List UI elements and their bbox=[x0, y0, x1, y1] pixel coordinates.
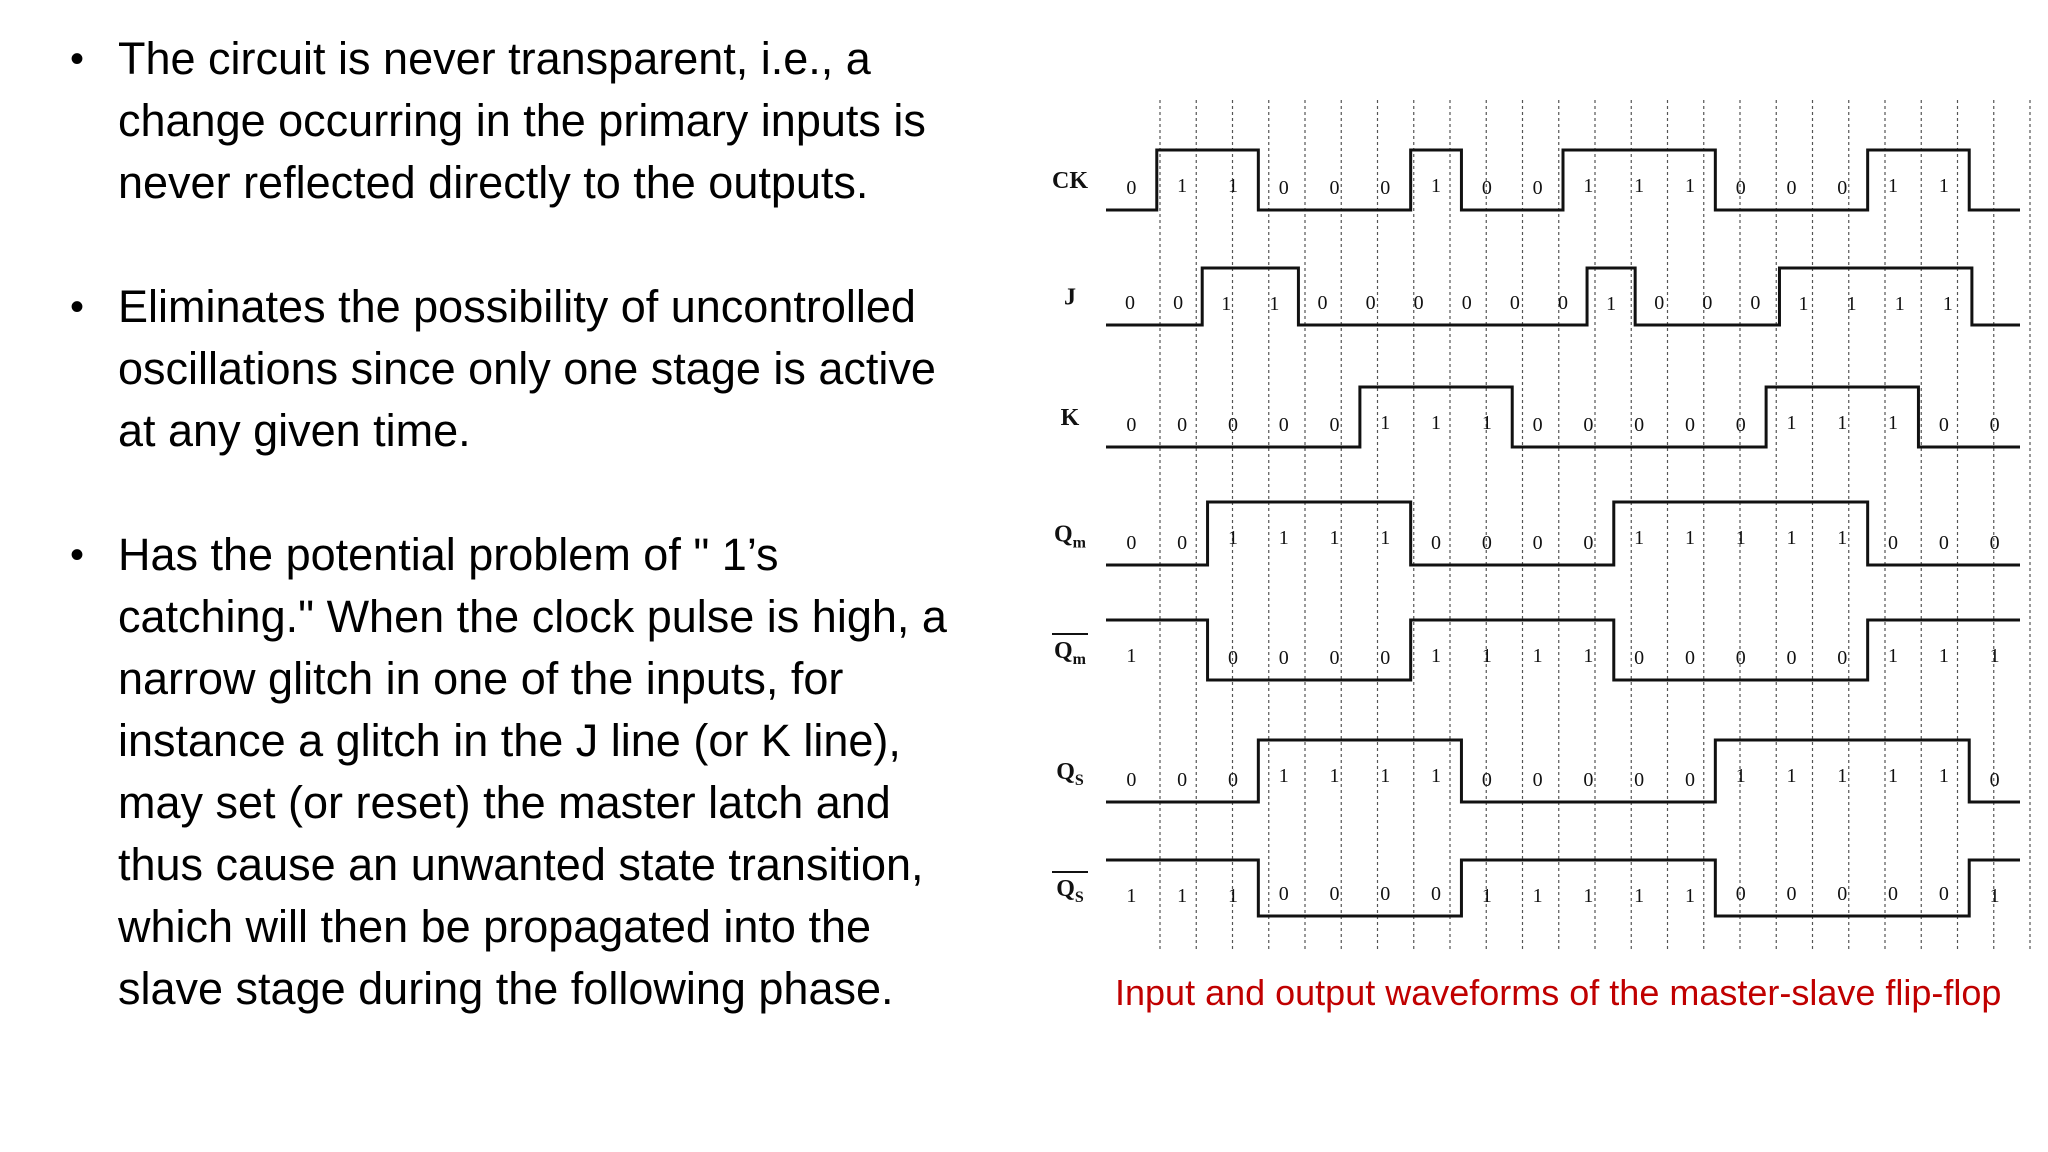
state-value-label: 0 bbox=[1938, 883, 1949, 905]
state-value-label: 0 bbox=[1654, 292, 1665, 314]
state-value-label: 0 bbox=[1938, 414, 1949, 436]
state-value-label: 0 bbox=[1989, 532, 2000, 554]
state-value-label: 0 bbox=[1634, 414, 1645, 436]
waveform-trace bbox=[1106, 387, 2020, 447]
state-value-label: 1 bbox=[1380, 412, 1391, 434]
state-value-label: 1 bbox=[1177, 175, 1188, 197]
state-value-label: 1 bbox=[1227, 175, 1238, 197]
state-value-label: 0 bbox=[1278, 883, 1289, 905]
state-value-label: 1 bbox=[1227, 885, 1238, 907]
state-value-label: 1 bbox=[1798, 293, 1809, 315]
state-value-label: 0 bbox=[1126, 769, 1137, 791]
state-value-label: 0 bbox=[1702, 292, 1713, 314]
state-value-label: 1 bbox=[1126, 885, 1137, 907]
state-value-label: 1 bbox=[1894, 293, 1905, 315]
bullet-text: Has the potential problem of " 1’s catching." When the clock pulse is high, a narrow glitch in one of the inputs, for instance a glitch in the J line (or K line), may set (or reset) the master latch and thus cause an unwanted state transition, which will then be propagated into the slave stage during the following phase. bbox=[118, 529, 947, 1014]
state-value-label: 1 bbox=[1888, 412, 1899, 434]
state-value-label: 1 bbox=[1431, 645, 1442, 667]
bullet-item bbox=[60, 524, 960, 1020]
state-value-label: 0 bbox=[1329, 647, 1340, 669]
waveform-trace bbox=[1106, 620, 2020, 680]
bullet-dot-icon: • bbox=[70, 37, 85, 81]
state-value-label: 1 bbox=[1583, 885, 1594, 907]
diagram-caption: Input and output waveforms of the master-slave flip-flop bbox=[1115, 972, 2002, 1013]
state-value-label: 1 bbox=[1942, 293, 1953, 315]
state-value-label: 0 bbox=[1126, 414, 1137, 436]
state-value-label: 0 bbox=[1380, 177, 1391, 199]
state-value-label: 0 bbox=[1278, 647, 1289, 669]
bullet-item bbox=[60, 28, 960, 214]
state-value-label: 0 bbox=[1735, 414, 1746, 436]
state-value-label: 1 bbox=[1380, 527, 1391, 549]
state-value-label: 0 bbox=[1227, 414, 1238, 436]
state-value-label: 1 bbox=[1888, 175, 1899, 197]
state-value-label: 0 bbox=[1126, 177, 1137, 199]
state-value-label: 0 bbox=[1481, 177, 1492, 199]
bullet-dot-icon: • bbox=[70, 533, 85, 577]
state-value-label: 1 bbox=[1846, 293, 1857, 315]
state-value-label: 0 bbox=[1684, 769, 1695, 791]
state-value-label: 1 bbox=[1938, 645, 1949, 667]
state-value-label: 1 bbox=[1684, 885, 1695, 907]
state-value-label: 0 bbox=[1227, 647, 1238, 669]
state-value-label: 0 bbox=[1684, 414, 1695, 436]
state-value-label: 0 bbox=[1532, 414, 1543, 436]
state-value-label: 1 bbox=[1431, 765, 1442, 787]
bullet-list bbox=[60, 28, 960, 1082]
signal-name-label: K bbox=[1060, 405, 1080, 431]
state-value-label: 0 bbox=[1634, 647, 1645, 669]
state-value-label: 0 bbox=[1317, 292, 1328, 314]
signal-name-label: J bbox=[1064, 284, 1076, 311]
state-value-label: 1 bbox=[1634, 527, 1645, 549]
waveform-trace bbox=[1106, 860, 2020, 916]
state-value-label: 1 bbox=[1786, 765, 1797, 787]
bullet-dot-icon: • bbox=[70, 285, 85, 329]
state-value-label: 1 bbox=[1532, 645, 1543, 667]
state-value-label: 0 bbox=[1177, 769, 1188, 791]
state-value-label: 0 bbox=[1837, 883, 1848, 905]
state-value-label: 1 bbox=[1837, 765, 1848, 787]
state-value-label: 0 bbox=[1532, 177, 1543, 199]
state-value-label: 0 bbox=[1786, 647, 1797, 669]
state-value-label: 1 bbox=[1989, 645, 2000, 667]
state-value-label: 1 bbox=[1227, 527, 1238, 549]
state-value-label: 1 bbox=[1938, 175, 1949, 197]
waveform-trace bbox=[1106, 740, 2020, 802]
state-value-label: 0 bbox=[1380, 883, 1391, 905]
state-value-label: 1 bbox=[1989, 885, 2000, 907]
state-value-label: 0 bbox=[1431, 883, 1442, 905]
state-value-label: 1 bbox=[1380, 765, 1391, 787]
signal-name-label: $Q_m$ bbox=[1054, 521, 1086, 552]
state-value-label: 0 bbox=[1481, 769, 1492, 791]
state-value-label: 0 bbox=[1177, 414, 1188, 436]
state-value-label: 1 bbox=[1532, 885, 1543, 907]
signal-name-label: $Q_m$ bbox=[1054, 638, 1086, 668]
state-value-label: 0 bbox=[1583, 769, 1594, 791]
state-value-label: 0 bbox=[1938, 532, 1949, 554]
state-value-label: 1 bbox=[1329, 765, 1340, 787]
state-value-label: 1 bbox=[1684, 175, 1695, 197]
state-value-label: 0 bbox=[1989, 414, 2000, 436]
bullet-text: Eliminates the possibility of uncontrolled oscillations since only one stage is active at any given time. bbox=[118, 281, 936, 456]
state-value-label: 1 bbox=[1634, 175, 1645, 197]
state-value-label: 0 bbox=[1461, 292, 1472, 314]
state-value-label: 0 bbox=[1126, 532, 1137, 554]
state-value-label: 1 bbox=[1888, 645, 1899, 667]
state-value-label: 1 bbox=[1481, 645, 1492, 667]
state-value-label: 0 bbox=[1888, 532, 1899, 554]
state-value-label: 0 bbox=[1786, 177, 1797, 199]
waveform-trace bbox=[1106, 502, 2020, 565]
state-value-label: 0 bbox=[1888, 883, 1899, 905]
state-value-label: 1 bbox=[1837, 412, 1848, 434]
state-value-label: 1 bbox=[1888, 765, 1899, 787]
state-value-label: 0 bbox=[1365, 292, 1376, 314]
state-value-label: 0 bbox=[1837, 647, 1848, 669]
state-value-label: 0 bbox=[1329, 414, 1340, 436]
state-value-label: 1 bbox=[1269, 293, 1280, 315]
state-value-label: 1 bbox=[1481, 412, 1492, 434]
state-value-label: 0 bbox=[1532, 769, 1543, 791]
state-value-label: 1 bbox=[1735, 765, 1746, 787]
state-value-label: 0 bbox=[1786, 883, 1797, 905]
state-value-label: 1 bbox=[1606, 293, 1617, 315]
state-value-label: 1 bbox=[1684, 527, 1695, 549]
state-value-label: 0 bbox=[1329, 177, 1340, 199]
state-value-label: 0 bbox=[1583, 532, 1594, 554]
state-value-label: 0 bbox=[1329, 883, 1340, 905]
state-value-label: 0 bbox=[1750, 292, 1761, 314]
state-value-label: 0 bbox=[1634, 769, 1645, 791]
state-value-label: 0 bbox=[1173, 292, 1184, 314]
state-value-label: 0 bbox=[1177, 532, 1188, 554]
state-value-label: 0 bbox=[1684, 647, 1695, 669]
state-value-label: 1 bbox=[1786, 527, 1797, 549]
signal-name-label: CK bbox=[1052, 168, 1088, 194]
state-value-label: 0 bbox=[1413, 292, 1424, 314]
state-value-label: 0 bbox=[1532, 532, 1543, 554]
state-value-label: 0 bbox=[1278, 177, 1289, 199]
state-value-label: 1 bbox=[1735, 527, 1746, 549]
state-value-label: 0 bbox=[1278, 414, 1289, 436]
state-value-label: 0 bbox=[1481, 532, 1492, 554]
state-value-label: 0 bbox=[1989, 769, 2000, 791]
state-value-label: 1 bbox=[1431, 175, 1442, 197]
state-value-label: 1 bbox=[1583, 645, 1594, 667]
bullet-text: The circuit is never transparent, i.e., a change occurring in the primary inputs is never reflected directly to the outputs. bbox=[118, 33, 926, 208]
state-value-label: 0 bbox=[1558, 292, 1568, 314]
state-value-label: 0 bbox=[1735, 647, 1746, 669]
signal-name-label: $Q_S$ bbox=[1056, 759, 1084, 789]
state-value-label: 0 bbox=[1735, 177, 1746, 199]
bullet-item bbox=[60, 276, 960, 462]
state-value-label: 1 bbox=[1221, 293, 1232, 315]
state-value-label: 1 bbox=[1583, 175, 1594, 197]
state-value-label: 1 bbox=[1278, 765, 1289, 787]
state-value-label: 0 bbox=[1431, 532, 1442, 554]
state-value-label: 0 bbox=[1380, 647, 1391, 669]
state-value-label: 1 bbox=[1431, 412, 1442, 434]
state-value-label: 1 bbox=[1126, 645, 1137, 667]
waveform-trace bbox=[1106, 150, 2020, 210]
state-value-label: 1 bbox=[1634, 885, 1645, 907]
state-value-label: 1 bbox=[1481, 885, 1492, 907]
state-value-label: 1 bbox=[1329, 527, 1340, 549]
state-value-label: 1 bbox=[1278, 527, 1289, 549]
state-value-label: 0 bbox=[1837, 177, 1848, 199]
timing-diagram bbox=[1040, 90, 2040, 950]
state-value-label: 1 bbox=[1938, 765, 1949, 787]
state-value-label: 0 bbox=[1509, 292, 1520, 314]
signal-name-label: $Q_S$ bbox=[1056, 876, 1084, 906]
state-value-label: 1 bbox=[1837, 527, 1848, 549]
state-value-label: 0 bbox=[1583, 414, 1594, 436]
state-value-label: 0 bbox=[1735, 883, 1746, 905]
state-value-label: 1 bbox=[1177, 885, 1188, 907]
state-value-label: 1 bbox=[1786, 412, 1797, 434]
state-value-label: 0 bbox=[1227, 769, 1238, 791]
state-value-label: 0 bbox=[1125, 292, 1136, 314]
